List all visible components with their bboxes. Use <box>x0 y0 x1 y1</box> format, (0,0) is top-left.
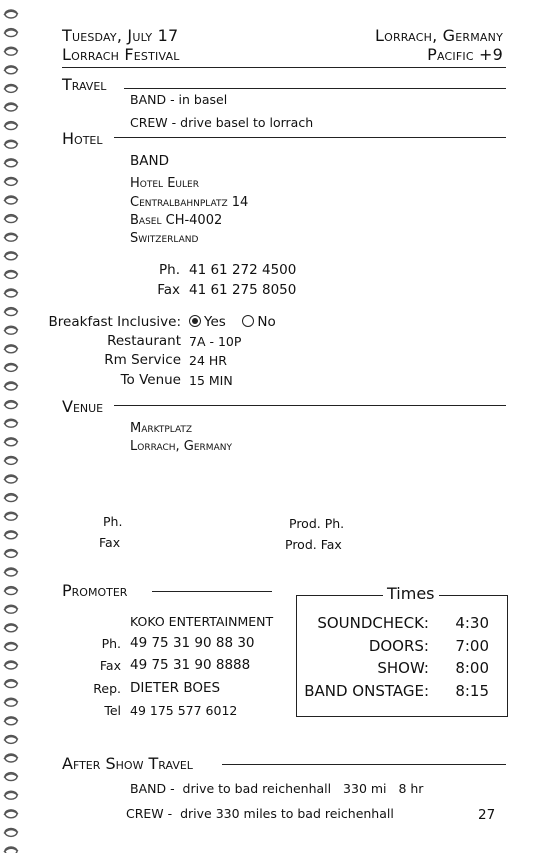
hotel-fax: 41 61 275 8050 <box>189 282 297 298</box>
times-row-value: 8:15 <box>455 682 489 700</box>
promoter-fax: 49 75 31 90 8888 <box>130 657 251 673</box>
times-row-value: 8:00 <box>455 659 489 677</box>
promoter-fax-label: Fax <box>99 658 121 673</box>
venue-fax-label: Fax <box>99 535 121 550</box>
promoter-ph-label: Ph. <box>101 636 121 651</box>
breakfast-options <box>189 314 276 330</box>
promoter-tel[interactable]: 49 175 577 6012 <box>130 703 238 718</box>
times-heading: Times <box>383 584 439 603</box>
times-row-value: 4:30 <box>455 614 489 632</box>
times-row-label: BAND ONSTAGE: <box>304 682 429 700</box>
aftershow-rule <box>222 764 506 765</box>
times-row-label: DOORS: <box>368 637 429 655</box>
breakfast-no-radio[interactable] <box>242 315 254 327</box>
travel-crew: CREW - drive basel to lorrach <box>130 115 314 130</box>
restaurant-label: Restaurant <box>107 333 181 349</box>
spiral-binding <box>0 0 24 853</box>
breakfast-yes-radio[interactable] <box>189 315 201 327</box>
venue-prodfax-label: Prod. Fax <box>285 537 342 552</box>
header-rule <box>62 67 506 68</box>
hotel-heading: Hotel <box>62 129 103 148</box>
venue-name: Marktplatz <box>130 421 193 436</box>
travel-rule <box>124 88 506 89</box>
aftershow-band: BAND - drive to bad reichenhall 330 mi 8 hr <box>130 781 424 796</box>
header-date: Tuesday, July 17 <box>62 26 179 45</box>
promoter-ph[interactable]: 49 75 31 90 88 30 <box>130 635 255 651</box>
hotel-country: Switzerland <box>130 231 199 246</box>
promoter-tel-label: Tel <box>104 703 121 718</box>
header-location: Lorrach, Germany <box>374 26 503 45</box>
promoter-rep-label: Rep. <box>93 681 121 696</box>
hotel-rule <box>114 137 506 138</box>
promoter-company: KOKO ENTERTAINMENT <box>130 614 274 629</box>
breakfast-yes-label: Yes <box>204 314 226 330</box>
hotel-fax-label: Fax <box>157 282 180 298</box>
hotel-name: Hotel Euler <box>130 176 199 191</box>
page-number: 27 <box>478 807 496 823</box>
aftershow-heading: After Show Travel <box>62 754 193 773</box>
rmservice-hours: 24 HR <box>189 353 227 368</box>
breakfast-no-label: No <box>257 314 276 330</box>
header-event: Lorrach Festival <box>62 45 180 64</box>
venue-rule <box>114 405 506 406</box>
tovenue-label: To Venue <box>120 372 181 388</box>
hotel-address-2: Basel CH-4002 <box>130 213 223 228</box>
tovenue-time: 15 MIN <box>189 373 233 388</box>
venue-prodph-label: Prod. Ph. <box>289 516 345 531</box>
rmservice-label: Rm Service <box>104 352 181 368</box>
times-box <box>296 584 508 717</box>
breakfast-label: Breakfast Inclusive: <box>48 314 181 330</box>
travel-band: BAND - in basel <box>130 92 228 107</box>
hotel-address-1: Centralbahnplatz 14 <box>130 195 249 210</box>
aftershow-crew: CREW - drive 330 miles to bad reichenhall <box>126 806 394 821</box>
promoter-heading: Promoter <box>62 581 128 600</box>
travel-heading: Travel <box>62 75 107 94</box>
hotel-phone[interactable]: 41 61 272 4500 <box>189 262 297 278</box>
hotel-group: BAND <box>130 153 169 169</box>
promoter-rule <box>152 591 272 592</box>
times-row-value: 7:00 <box>455 637 489 655</box>
promoter-rep: DIETER BOES <box>130 680 221 696</box>
header-timezone: Pacific +9 <box>427 45 503 64</box>
venue-heading: Venue <box>62 397 104 416</box>
restaurant-hours: 7A - 10P <box>189 334 242 349</box>
venue-ph-label: Ph. <box>103 514 123 529</box>
times-row-label: SOUNDCHECK: <box>317 614 429 632</box>
times-row-label: SHOW: <box>377 659 429 677</box>
venue-city: Lorrach, Germany <box>130 439 232 454</box>
hotel-phone-label: Ph. <box>159 262 180 278</box>
